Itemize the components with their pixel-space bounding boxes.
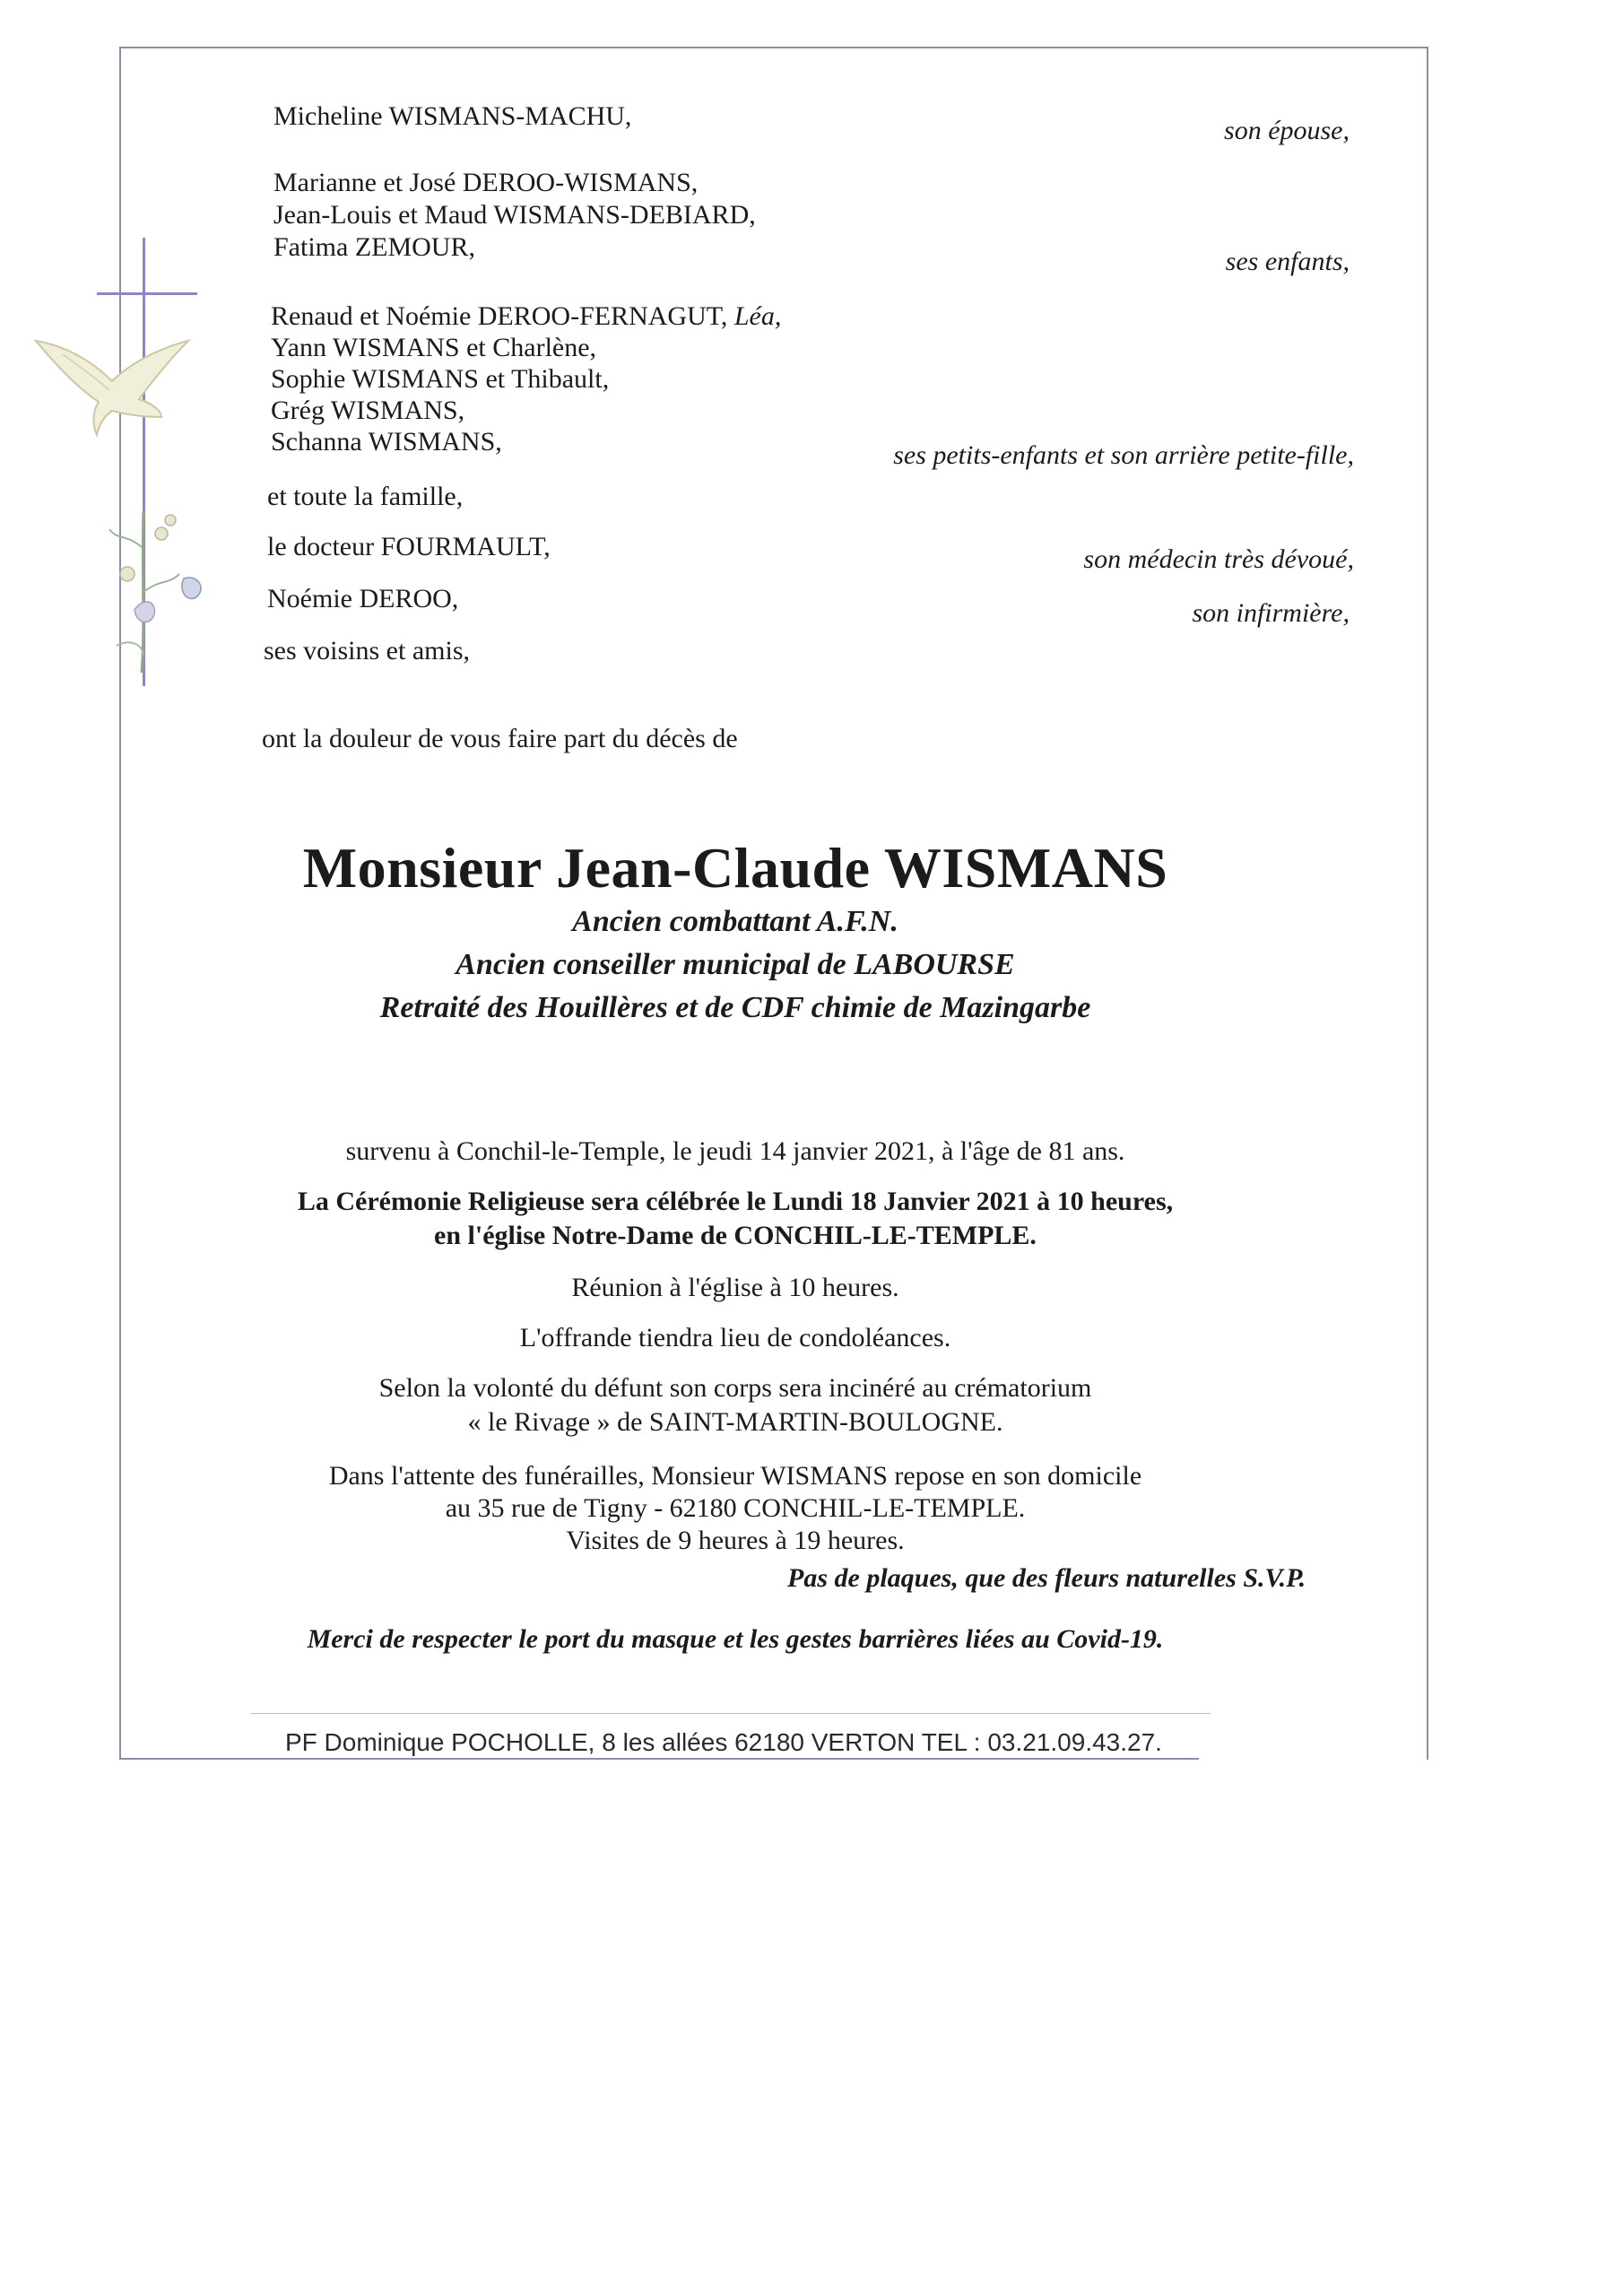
frame-bottom-rule xyxy=(119,1758,1199,1760)
petits-role: ses petits-enfants et son arrière petite-fille, xyxy=(893,440,1354,470)
cross-arm xyxy=(97,292,197,295)
enfants-role: ses enfants, xyxy=(1225,247,1350,276)
deceased-name: Monsieur Jean-Claude WISMANS xyxy=(302,836,1168,900)
volonte-line-2: « le Rivage » de SAINT-MARTIN-BOULOGNE. xyxy=(467,1407,1003,1437)
petit-enfant-1-child: Léa, xyxy=(733,301,782,331)
volonte-line-1: Selon la volonté du défunt son corps sera incinéré au crématorium xyxy=(378,1373,1092,1403)
covid-notice: Merci de respecter le port du masque et les gestes barrières liées au Covid-19. xyxy=(307,1624,1164,1654)
infirmiere-name: Noémie DEROO, xyxy=(267,584,459,613)
enfant-2: Jean-Louis et Maud WISMANS-DEBIARD, xyxy=(273,200,756,230)
medecin-role: son médecin très dévoué, xyxy=(1083,544,1354,574)
deceased-title-3: Retraité des Houillères et de CDF chimie de Mazingarbe xyxy=(379,991,1091,1024)
deceased-title-2: Ancien conseiller municipal de LABOURSE xyxy=(456,948,1015,981)
funeral-home-footer: PF Dominique POCHOLLE, 8 les allées 62180 VERTON TEL : 03.21.09.43.27. xyxy=(285,1728,1162,1756)
ceremonie-line-1: La Cérémonie Religieuse sera célébrée le Lundi 18 Janvier 2021 à 10 heures, xyxy=(297,1187,1174,1216)
attente-line-2: au 35 rue de Tigny - 62180 CONCHIL-LE-TEMPLE. xyxy=(445,1493,1026,1523)
petit-enfant-3: Sophie WISMANS et Thibault, xyxy=(271,364,610,394)
epouse-name: Micheline WISMANS-MACHU, xyxy=(273,101,632,131)
famille: et toute la famille, xyxy=(267,482,464,511)
petit-enfant-1 xyxy=(271,300,781,333)
voisins: ses voisins et amis, xyxy=(264,636,470,665)
petit-enfant-4: Grég WISMANS, xyxy=(271,396,465,425)
petit-enfant-5: Schanna WISMANS, xyxy=(271,427,502,457)
petit-enfant-1-name: Renaud et Noémie DEROO-FERNAGUT, xyxy=(271,301,734,331)
footer-separator xyxy=(251,1713,1211,1714)
attente-line-1: Dans l'attente des funérailles, Monsieur WISMANS repose en son domicile xyxy=(328,1461,1142,1491)
dove-flower-icon xyxy=(27,305,242,682)
epouse-role: son épouse, xyxy=(1224,116,1350,145)
offrande: L'offrande tiendra lieu de condoléances. xyxy=(519,1323,951,1352)
petit-enfant-2: Yann WISMANS et Charlène, xyxy=(271,333,597,362)
ceremonie-line-2: en l'église Notre-Dame de CONCHIL-LE-TEMPLE. xyxy=(434,1221,1037,1250)
visites: Visites de 9 heures à 19 heures. xyxy=(566,1526,905,1555)
plaques: Pas de plaques, que des fleurs naturelles S.V.P. xyxy=(787,1563,1306,1593)
infirmiere-role: son infirmière, xyxy=(1192,598,1350,628)
reunion: Réunion à l'église à 10 heures. xyxy=(571,1273,899,1302)
announcement: ont la douleur de vous faire part du décès de xyxy=(262,724,738,753)
enfant-1: Marianne et José DEROO-WISMANS, xyxy=(273,168,699,197)
survenu: survenu à Conchil-le-Temple, le jeudi 14 janvier 2021, à l'âge de 81 ans. xyxy=(345,1136,1125,1166)
deceased-title-1: Ancien combattant A.F.N. xyxy=(572,905,898,938)
enfant-3: Fatima ZEMOUR, xyxy=(273,232,475,262)
medecin-name: le docteur FOURMAULT, xyxy=(267,532,551,561)
